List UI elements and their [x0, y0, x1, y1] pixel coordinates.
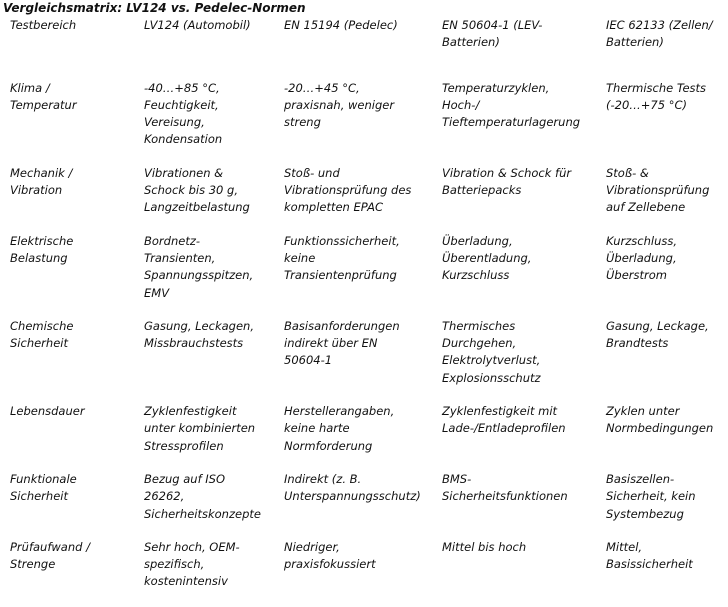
cell-line: Mittel,: [606, 539, 643, 554]
cell-line: kompletten EPAC: [284, 200, 384, 215]
cell-line: Missbrauchstests: [144, 336, 244, 351]
cell-line: kostenintensiv: [144, 574, 228, 589]
comparison-matrix: [0, 17, 728, 607]
cell-line: EN 50604-1 (LEV-: [442, 18, 543, 32]
cell-en50604: [432, 539, 596, 607]
cell-line: Langzeitbelastung: [144, 200, 250, 215]
header-en15194: [274, 17, 432, 80]
cell-line: Spannungsspitzen,: [144, 268, 254, 283]
cell-line: Hoch-/: [442, 97, 480, 112]
matrix-body: [0, 17, 728, 607]
cell-line: Systembezug: [606, 506, 684, 521]
cell-line: Sicherheit: [10, 336, 68, 351]
cell-line: Vereisung,: [144, 115, 205, 130]
cell-testbereich: [0, 403, 134, 471]
cell-line: Batterien): [606, 35, 664, 50]
table-row: [0, 165, 728, 233]
cell-line: Temperatur: [10, 97, 77, 112]
cell-line: Basiszellen-: [606, 471, 675, 486]
cell-line: Transientenprüfung: [284, 268, 397, 283]
cell-en15194: [274, 471, 432, 539]
cell-iec62133: [596, 233, 728, 318]
cell-line: Stressprofilen: [144, 438, 224, 453]
table-row: [0, 80, 728, 165]
cell-line: Funktionale: [10, 471, 77, 486]
cell-line: Sicherheitsfunktionen: [442, 489, 568, 504]
cell-line: Mechanik /: [10, 165, 73, 180]
cell-line: Vibration & Schock für: [442, 165, 572, 180]
cell-line: Feuchtigkeit,: [144, 97, 219, 112]
cell-line: Gasung, Leckage,: [606, 318, 709, 333]
cell-lv124: [134, 403, 274, 471]
header-iec62133: [596, 17, 728, 80]
cell-iec62133: [596, 539, 728, 607]
cell-line: praxisnah, weniger: [284, 97, 395, 112]
cell-lv124: [134, 233, 274, 318]
cell-line: Herstellerangaben,: [284, 404, 395, 419]
cell-line: Zyklenfestigkeit mit: [442, 404, 558, 419]
cell-testbereich: [0, 233, 134, 318]
cell-line: Tieftemperaturlagerung: [442, 115, 581, 130]
cell-line: Thermische Tests: [606, 80, 707, 95]
cell-iec62133: [596, 80, 728, 165]
cell-line: spezifisch,: [144, 557, 205, 572]
cell-testbereich: [0, 80, 134, 165]
cell-line: indirekt über EN: [284, 336, 378, 351]
cell-line: Belastung: [10, 250, 68, 265]
cell-iec62133: [596, 403, 728, 471]
cell-line: Normforderung: [284, 438, 373, 453]
cell-testbereich: [0, 165, 134, 233]
cell-iec62133: [596, 165, 728, 233]
cell-line: Normbedingungen: [606, 421, 714, 436]
cell-line: Vibration: [10, 183, 63, 198]
cell-en15194: [274, 539, 432, 607]
cell-line: Niedriger,: [284, 539, 340, 554]
cell-line: praxisfokussiert: [284, 557, 376, 572]
cell-line: Mittel bis hoch: [442, 539, 527, 554]
cell-lv124: [134, 539, 274, 607]
cell-line: Zyklen unter: [606, 404, 680, 419]
header-row: [0, 17, 728, 80]
cell-lv124: [134, 80, 274, 165]
cell-en50604: [432, 318, 596, 403]
header-testbereich: [0, 17, 134, 80]
cell-line: LV124 (Automobil): [144, 18, 251, 32]
cell-line: Vibrationsprüfung: [606, 183, 710, 198]
cell-en15194: [274, 403, 432, 471]
cell-line: Schock bis 30 g,: [144, 183, 238, 198]
cell-line: Basissicherheit: [606, 557, 693, 572]
cell-line: Batterien): [442, 35, 500, 50]
cell-line: Überladung,: [442, 233, 513, 248]
cell-en15194: [274, 318, 432, 403]
cell-line: -40…+85 °C,: [144, 80, 220, 95]
cell-lv124: [134, 165, 274, 233]
cell-line: Kurzschluss,: [606, 233, 678, 248]
cell-line: IEC 62133 (Zellen/: [606, 18, 713, 32]
cell-line: Sicherheit: [10, 489, 68, 504]
cell-line: Strenge: [10, 557, 56, 572]
cell-line: streng: [284, 115, 321, 130]
cell-line: 50604-1: [284, 353, 333, 368]
cell-line: Stoß- und: [284, 165, 340, 180]
cell-line: Überladung,: [606, 250, 677, 265]
cell-line: Kondensation: [144, 132, 223, 147]
cell-line: Sicherheit, kein: [606, 489, 696, 504]
cell-line: 26262,: [144, 489, 185, 504]
table-row: [0, 471, 728, 539]
cell-line: Batteriepacks: [442, 183, 522, 198]
cell-en50604: [432, 233, 596, 318]
cell-line: (-20…+75 °C): [606, 97, 687, 112]
cell-line: Unterspannungsschutz): [284, 489, 421, 504]
cell-line: Bordnetz-: [144, 233, 201, 248]
cell-line: Zyklenfestigkeit: [144, 404, 237, 419]
cell-line: EN 15194 (Pedelec): [284, 18, 398, 32]
cell-en15194: [274, 165, 432, 233]
cell-line: unter kombinierten: [144, 421, 256, 436]
cell-line: Thermisches: [442, 318, 516, 333]
table-row: [0, 539, 728, 607]
cell-line: Prüfaufwand /: [10, 539, 90, 554]
cell-line: Chemische: [10, 318, 74, 333]
cell-line: Basisanforderungen: [284, 318, 400, 333]
cell-line: keine: [284, 250, 316, 265]
cell-line: Explosionsschutz: [442, 370, 541, 385]
table-row: [0, 403, 728, 471]
cell-line: EMV: [144, 285, 170, 300]
cell-line: Überstrom: [606, 268, 667, 283]
cell-line: Kurzschluss: [442, 268, 510, 283]
cell-line: Vibrationen &: [144, 165, 224, 180]
cell-line: Funktionssicherheit,: [284, 233, 400, 248]
cell-line: Temperaturzyklen,: [442, 80, 550, 95]
table-row: [0, 318, 728, 403]
cell-line: Elektrische: [10, 233, 74, 248]
cell-line: Lebensdauer: [10, 404, 85, 419]
document-title: Vergleichsmatrix: LV124 vs. Pedelec-Normen: [3, 1, 306, 15]
table-row: [0, 233, 728, 318]
cell-line: Transienten,: [144, 250, 216, 265]
cell-line: Durchgehen,: [442, 336, 517, 351]
cell-line: Lade-/Entladeprofilen: [442, 421, 566, 436]
cell-line: Testbereich: [10, 18, 77, 32]
cell-line: Gasung, Leckagen,: [144, 318, 254, 333]
cell-lv124: [134, 318, 274, 403]
cell-line: Vibrationsprüfung des: [284, 183, 412, 198]
cell-line: auf Zellebene: [606, 200, 686, 215]
cell-en50604: [432, 403, 596, 471]
cell-testbereich: [0, 471, 134, 539]
cell-en15194: [274, 80, 432, 165]
cell-en15194: [274, 233, 432, 318]
header-en50604: [432, 17, 596, 80]
cell-line: Sicherheitskonzepte: [144, 506, 261, 521]
cell-line: Klima /: [10, 80, 50, 95]
header-lv124: [134, 17, 274, 80]
cell-iec62133: [596, 471, 728, 539]
cell-testbereich: [0, 539, 134, 607]
cell-testbereich: [0, 318, 134, 403]
cell-line: -20…+45 °C,: [284, 80, 360, 95]
cell-line: keine harte: [284, 421, 350, 436]
cell-line: BMS-: [442, 471, 472, 486]
cell-en50604: [432, 80, 596, 165]
cell-line: Indirekt (z. B.: [284, 471, 362, 486]
cell-en50604: [432, 165, 596, 233]
cell-line: Brandtests: [606, 336, 669, 351]
cell-line: Überentladung,: [442, 250, 532, 265]
cell-lv124: [134, 471, 274, 539]
cell-line: Bezug auf ISO: [144, 471, 226, 486]
cell-en50604: [432, 471, 596, 539]
cell-line: Elektrolytverlust,: [442, 353, 541, 368]
cell-line: Stoß- &: [606, 165, 649, 180]
cell-iec62133: [596, 318, 728, 403]
cell-line: Sehr hoch, OEM-: [144, 539, 240, 554]
